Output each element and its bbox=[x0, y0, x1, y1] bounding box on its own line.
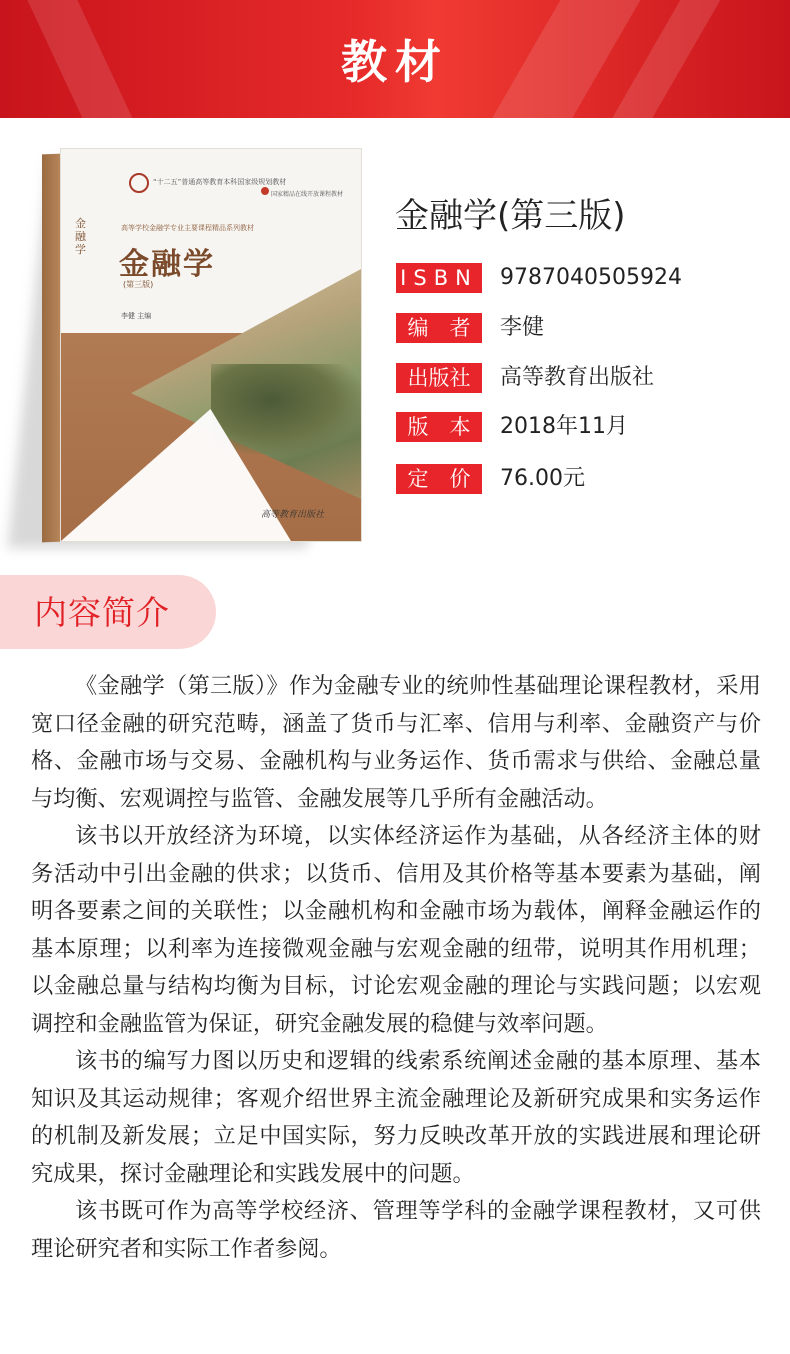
editor-label: 编 者 bbox=[396, 313, 482, 343]
book-title: 金融学(第三版) bbox=[395, 196, 626, 236]
editor-value: 李健 bbox=[500, 315, 545, 340]
intro-paragraph: 该书的编写力图以历史和逻辑的线索系统阐述金融的基本原理、基本知识及其运动规律；客观介绍世界主流金融理论及新研究成果和实务运作的机制及新发展；立足中国实际，努力反映改革开放的实践进展和理论研究成果，探讨金融理论和实践发展中的问题。 bbox=[31, 1048, 761, 1187]
edition-label: 版 本 bbox=[396, 412, 482, 442]
cover-top-line-2: 国家精品在线开放课程教材 bbox=[271, 191, 344, 198]
cover-top-line: “十二五”普通高等教育本科国家级规划教材 bbox=[153, 178, 287, 186]
book-spine bbox=[42, 154, 62, 543]
price-value: 76.00元 bbox=[500, 466, 585, 491]
intro-paragraph: 该书既可作为高等学校经济、管理等学科的金融学课程教材，又可供理论研究者和实际工作者参阅。 bbox=[31, 1198, 761, 1262]
price-label: 定 价 bbox=[396, 464, 482, 494]
cover-title: 金融学 bbox=[119, 247, 215, 282]
badge-icon bbox=[261, 187, 269, 195]
publisher-label: 出版社 bbox=[396, 363, 482, 393]
publisher-value: 高等教育出版社 bbox=[500, 365, 655, 390]
book-cover bbox=[60, 148, 362, 542]
cover-painting-detail bbox=[211, 364, 361, 454]
cover-publisher: 高等教育出版社 bbox=[261, 510, 325, 520]
book-cover-image bbox=[20, 142, 350, 552]
page-title: 教材 bbox=[341, 35, 449, 89]
intro-paragraph: 《金融学（第三版）》作为金融专业的统帅性基础理论课程教材，采用宽口径金融的研究范畴，涵盖了货币与汇率、信用与利率、金融资产与价格、金融市场与交易、金融机构与业务运作、货币需求与供给、金融总量与均衡、宏观调控与监管、金融发展等几乎所有金融活动。 bbox=[31, 673, 761, 812]
intro-text bbox=[31, 668, 761, 1268]
cover-author: 李健 主编 bbox=[121, 312, 152, 320]
edition-value: 2018年11月 bbox=[500, 414, 628, 439]
cover-vertical-title: 金融学 bbox=[75, 217, 86, 256]
header-banner bbox=[0, 0, 790, 118]
intro-paragraph: 该书以开放经济为环境，以实体经济运作为基础，从各经济主体的财务活动中引出金融的供求；以货币、信用及其价格等基本要素为基础，阐明各要素之间的关联性；以金融机构和金融市场为载体，阐释金融运作的基本原理；以利率为连接微观金融与宏观金融的纽带，说明其作用机理；以金融总量与结构均衡为目标，讨论宏观金融的理论与实践问题；以宏观调控和金融监管为保证，研究金融发展的稳健与效率问题。 bbox=[31, 823, 761, 1037]
isbn-value: 9787040505924 bbox=[500, 265, 682, 290]
section-heading: 内容简介 bbox=[34, 593, 170, 632]
emblem-icon bbox=[129, 173, 149, 193]
isbn-label: ISBN bbox=[396, 263, 482, 293]
section-heading-pill bbox=[0, 575, 216, 649]
cover-series: 高等学校金融学专业主要课程精品系列教材 bbox=[121, 224, 254, 232]
cover-edition: (第三版) bbox=[123, 280, 154, 289]
